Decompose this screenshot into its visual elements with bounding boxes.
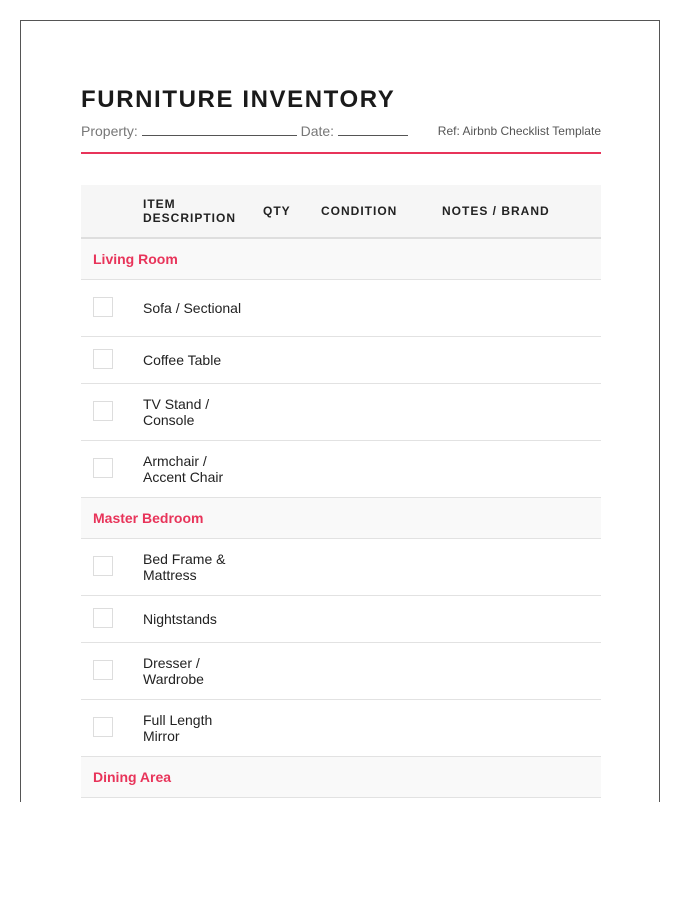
item-description: Sofa / Sectional: [143, 300, 242, 316]
column-header-qty: QTY: [263, 204, 291, 218]
meta-fields: [81, 122, 408, 139]
item-checkbox[interactable]: [93, 660, 113, 680]
column-header-item-description: ITEM DESCRIPTION: [143, 197, 237, 225]
reference-note: Ref: Airbnb Checklist Template: [437, 124, 601, 138]
table-row: [81, 384, 601, 441]
property-label: Property:: [81, 123, 138, 139]
section-row-dining-area: [81, 757, 601, 798]
item-description: Dresser / Wardrobe: [143, 655, 204, 687]
item-checkbox[interactable]: [93, 556, 113, 576]
table-row: [81, 280, 601, 337]
document-title: FURNITURE INVENTORY: [81, 86, 396, 113]
item-description: Bed Frame & Mattress: [143, 551, 226, 583]
section-label: Master Bedroom: [93, 510, 204, 526]
item-checkbox[interactable]: [93, 608, 113, 628]
column-header-condition: CONDITION: [321, 204, 398, 218]
item-checkbox[interactable]: [93, 458, 113, 478]
inventory-sheet: [20, 20, 660, 802]
item-description: Coffee Table: [143, 352, 222, 368]
table-header: [81, 185, 601, 239]
table-row: [81, 337, 601, 384]
section-label: Living Room: [93, 251, 178, 267]
column-header-notes-brand: NOTES / BRAND: [442, 204, 550, 218]
date-field[interactable]: [338, 122, 408, 136]
section-row-living-room: [81, 239, 601, 280]
item-description: Nightstands: [143, 611, 217, 627]
date-label: Date:: [300, 123, 335, 139]
table-row: [81, 539, 601, 596]
item-checkbox[interactable]: [93, 349, 113, 369]
item-checkbox[interactable]: [93, 717, 113, 737]
section-label: Dining Area: [93, 769, 172, 785]
item-description: Armchair / Accent Chair: [143, 453, 224, 485]
table-row: [81, 643, 601, 700]
table-row: [81, 441, 601, 498]
table-row: [81, 596, 601, 643]
item-checkbox[interactable]: [93, 297, 113, 317]
item-checkbox[interactable]: [93, 401, 113, 421]
property-field[interactable]: [142, 122, 297, 136]
table-row: [81, 700, 601, 757]
section-row-master-bedroom: [81, 498, 601, 539]
inventory-table: [81, 185, 601, 798]
title-divider: [81, 152, 601, 154]
meta-row: [81, 122, 601, 142]
item-description: Full Length Mirror: [143, 712, 213, 744]
item-description: TV Stand / Console: [143, 396, 210, 428]
